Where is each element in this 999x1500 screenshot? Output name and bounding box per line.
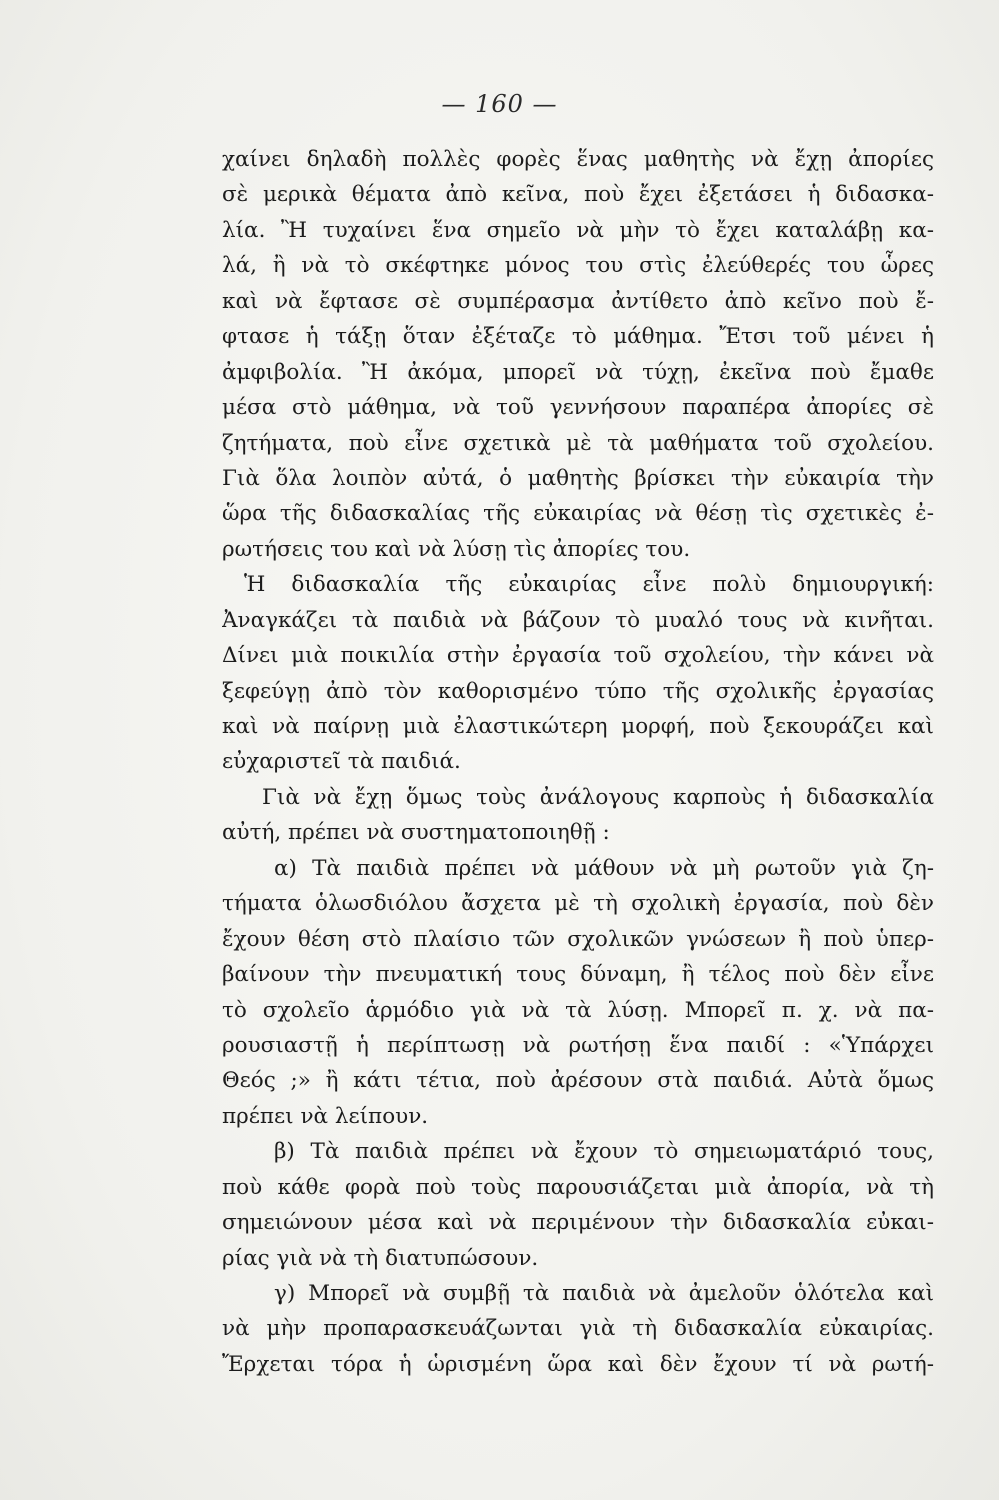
text-line: Ἀναγκάζει τὰ παιδιὰ νὰ βάζουν τὸ μυαλό τους νὰ κινῆται.: [222, 607, 934, 633]
text-line: Ἡ διδασκαλία τῆς εὐκαιρίας εἶνε πολὺ δημιουργική:: [244, 572, 934, 598]
text-line: ἔχουν θέση στὸ πλαίσιο τῶν σχολικῶν γνώσεων ἢ ποὺ ὑπερ-: [222, 926, 934, 952]
text-line: Ἔρχεται τόρα ἡ ὡρισμένη ὥρα καὶ δὲν ἔχουν τί νὰ ρωτή-: [222, 1351, 934, 1377]
text-line: λά, ἢ νὰ τὸ σκέφτηκε μόνος του στὶς ἐλεύθερές του ὧρες: [222, 253, 934, 279]
text-line: εὐχαριστεῖ τὰ παιδιά.: [222, 749, 461, 775]
text-line: βαίνουν τὴν πνευματική τους δύναμη, ἢ τέλος ποὺ δὲν εἶνε: [222, 962, 934, 988]
text-line: ρωτήσεις του καὶ νὰ λύσῃ τὶς ἀπορίες του.: [222, 536, 691, 562]
text-line: ἀμφιβολία. Ἢ ἀκόμα, μπορεῖ νὰ τύχῃ, ἐκεῖνα ποὺ ἔμαθε: [222, 359, 934, 385]
text-line: ρουσιαστῇ ἡ περίπτωσῃ νὰ ρωτήσῃ ἕνα παιδί : «Ὑπάρχει: [222, 1032, 934, 1058]
text-line: χαίνει δηλαδὴ πολλὲς φορὲς ἕνας μαθητὴς νὰ ἔχῃ ἀπορίες: [222, 147, 934, 172]
text-line: πρέπει νὰ λείπουν.: [222, 1103, 429, 1129]
text-line: Δίνει μιὰ ποικιλία στὴν ἐργασία τοῦ σχολείου, τὴν κάνει νὰ: [222, 643, 934, 669]
text-line: Γιὰ ὅλα λοιπὸν αὐτά, ὁ μαθητὴς βρίσκει τὴν εὐκαιρία τὴν: [222, 465, 934, 491]
text-line: γ) Μπορεῖ νὰ συμβῇ τὰ παιδιὰ νὰ ἀμελοῦν ὁλότελα καὶ: [274, 1281, 934, 1306]
text-line: τήματα ὁλωσδιόλου ἄσχετα μὲ τὴ σχολικὴ ἐργασία, ποὺ δὲν: [222, 891, 934, 917]
text-line: σημειώνουν μέσα καὶ νὰ περιμένουν τὴν διδασκαλία εὐκαι-: [222, 1210, 934, 1236]
body-text: [222, 142, 934, 1382]
text-line: Θεός ;» ἢ κάτι τέτια, ποὺ ἀρέσουν στὰ παιδιά. Αὐτὰ ὅμως: [222, 1068, 934, 1094]
text-line: σὲ μερικὰ θέματα ἀπὸ κεῖνα, ποὺ ἔχει ἐξετάσει ἡ διδασκα-: [222, 182, 934, 208]
text-line: τὸ σχολεῖο ἁρμόδιο γιὰ νὰ τὰ λύσῃ. Μπορεῖ π. χ. νὰ πα-: [222, 997, 934, 1023]
text-line: ὥρα τῆς διδασκαλίας τῆς εὐκαιρίας νὰ θέσῃ τὶς σχετικὲς ἐ-: [222, 501, 934, 527]
text-line: αὐτή, πρέπει νὰ συστηματοποιηθῇ :: [222, 820, 610, 846]
text-line: φτασε ἡ τάξῃ ὅταν ἐξέταζε τὸ μάθημα. Ἔτσι τοῦ μένει ἡ: [222, 324, 934, 350]
text-line: β) Τὰ παιδιὰ πρέπει νὰ ἔχουν τὸ σημειωματάριό τους,: [274, 1139, 934, 1165]
text-line: α) Τὰ παιδιὰ πρέπει νὰ μάθουν νὰ μὴ ρωτοῦν γιὰ ζη-: [274, 855, 934, 881]
text-line: νὰ μὴν προπαρασκευάζωνται γιὰ τὴ διδασκαλία εὐκαιρίας.: [222, 1316, 934, 1342]
text-line: λία. Ἢ τυχαίνει ἕνα σημεῖο νὰ μὴν τὸ ἔχει καταλάβῃ κα-: [222, 217, 934, 243]
text-line: μέσα στὸ μάθημα, νὰ τοῦ γεννήσουν παραπέρα ἀπορίες σὲ: [222, 395, 934, 421]
text-line: ξεφεύγῃ ἀπὸ τὸν καθορισμένο τύπο τῆς σχολικῆς ἐργασίας: [222, 678, 934, 704]
text-line: καὶ νὰ ἔφτασε σὲ συμπέρασμα ἀντίθετο ἀπὸ κεῖνο ποὺ ἔ-: [222, 288, 934, 314]
text-line: ρίας γιὰ νὰ τὴ διατυπώσουν.: [222, 1245, 539, 1271]
text-line: Γιὰ νὰ ἔχῃ ὅμως τοὺς ἀνάλογους καρποὺς ἡ διδασκαλία: [262, 784, 934, 810]
text-line: ζητήματα, ποὺ εἶνε σχετικὰ μὲ τὰ μαθήματα τοῦ σχολείου.: [222, 430, 934, 456]
text-line: ποὺ κάθε φορὰ ποὺ τοὺς παρουσιάζεται μιὰ ἀπορία, νὰ τὴ: [222, 1174, 934, 1200]
text-line: καὶ νὰ παίρνῃ μιὰ ἐλαστικώτερη μορφή, ποὺ ξεκουράζει καὶ: [222, 714, 934, 739]
page-number: — 160 —: [441, 90, 558, 118]
